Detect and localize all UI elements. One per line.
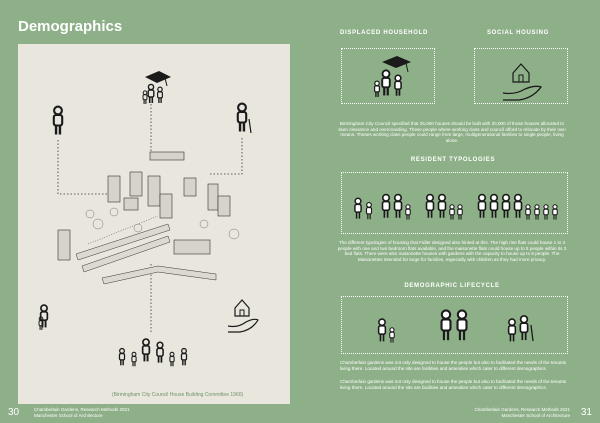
page-title: Demographics: [18, 18, 123, 35]
site-axonometric-illustration: [18, 44, 290, 404]
elderly-person-icon: [238, 104, 251, 133]
demographic-lifecycle-heading: DEMOGRAPHIC LIFECYCLE: [404, 283, 500, 289]
credit-line: Manchester School of Architecture: [34, 413, 103, 418]
intro-paragraph: Birmingham City Council specified that 25,000 houses should be built with 20,000 of those houses allocated to slum clearance and overcrowding. These people where working class and council afford to relocate by their own means. Theses working class people could range from large, multigenerational families to single people, living alone.: [338, 121, 566, 143]
single-person-icon: [54, 107, 62, 135]
drawing-caption: (Birmingham City Council House Building Committee 1960): [112, 392, 244, 398]
large-family-icon: [119, 339, 186, 366]
footer-credit-right: [474, 407, 570, 419]
couple-icon: [355, 198, 372, 219]
social-housing-heading: SOCIAL HOUSING: [486, 30, 550, 36]
lifecycle-paragraph-1: Chamberlain gardens was not only designed to house the people but also to facilitated the needs of the tenants living there. Located around the site are facilities and amenities which cater to different demographics.: [340, 360, 567, 371]
demographic-lifecycle-box: [341, 296, 568, 354]
displaced-household-heading: DISPLACED HOUSEHOLD: [340, 30, 428, 36]
graduate-family-icon: [342, 49, 434, 103]
credit-line: Manchester School of Architecture: [501, 413, 570, 418]
building-cluster: [58, 152, 230, 260]
page-number-right: 31: [580, 407, 592, 418]
adult-couple-icon: [442, 310, 467, 340]
page-number-left: 30: [8, 407, 20, 418]
graduate-family-icon: [143, 71, 171, 104]
family-of-four-icon: [383, 195, 411, 220]
site-drawing: [18, 44, 290, 404]
resident-typologies-icons: [342, 173, 567, 233]
resident-typologies-heading: RESIDENT TYPOLOGIES: [410, 157, 496, 163]
house-in-hand-icon: [475, 49, 567, 103]
large-family-icon: [479, 195, 558, 220]
family-of-five-icon: [427, 195, 463, 220]
lifecycle-icons: [342, 297, 567, 353]
child-icon: [379, 319, 395, 343]
resident-typologies-box: [341, 172, 568, 234]
social-housing-box: [474, 48, 568, 104]
credit-line: Chamberlain Gardens, Research Methods 2021: [474, 407, 570, 412]
house-in-hand-icon: [228, 300, 258, 332]
elderly-couple-icon: [509, 316, 533, 341]
typologies-paragraph: The different typologies of housing that Fidler designed also hinted at this. The high rise flats could house 1 to 4 people with one and two bedroom flats available, and the maisonette flats could house up to 5 people within its 3 bed flats. There were also maisonette houses with gardens with the capacity to house up to 8 people. The Maisonettes intended for large for families, especially with children as they had more privacy.: [337, 240, 567, 262]
displaced-household-box: [341, 48, 435, 104]
credit-line: Chamberlain Gardens, Research Methods 2021: [34, 407, 130, 412]
footer-credit-left: [34, 407, 130, 419]
single-parent-icon: [39, 305, 47, 330]
lifecycle-paragraph-2: Chamberlain gardens was not only designed to house the people but also to facilitated the needs of the tenants living there. Located around the site are facilities and amenities which cater to different demographics.: [340, 379, 567, 390]
